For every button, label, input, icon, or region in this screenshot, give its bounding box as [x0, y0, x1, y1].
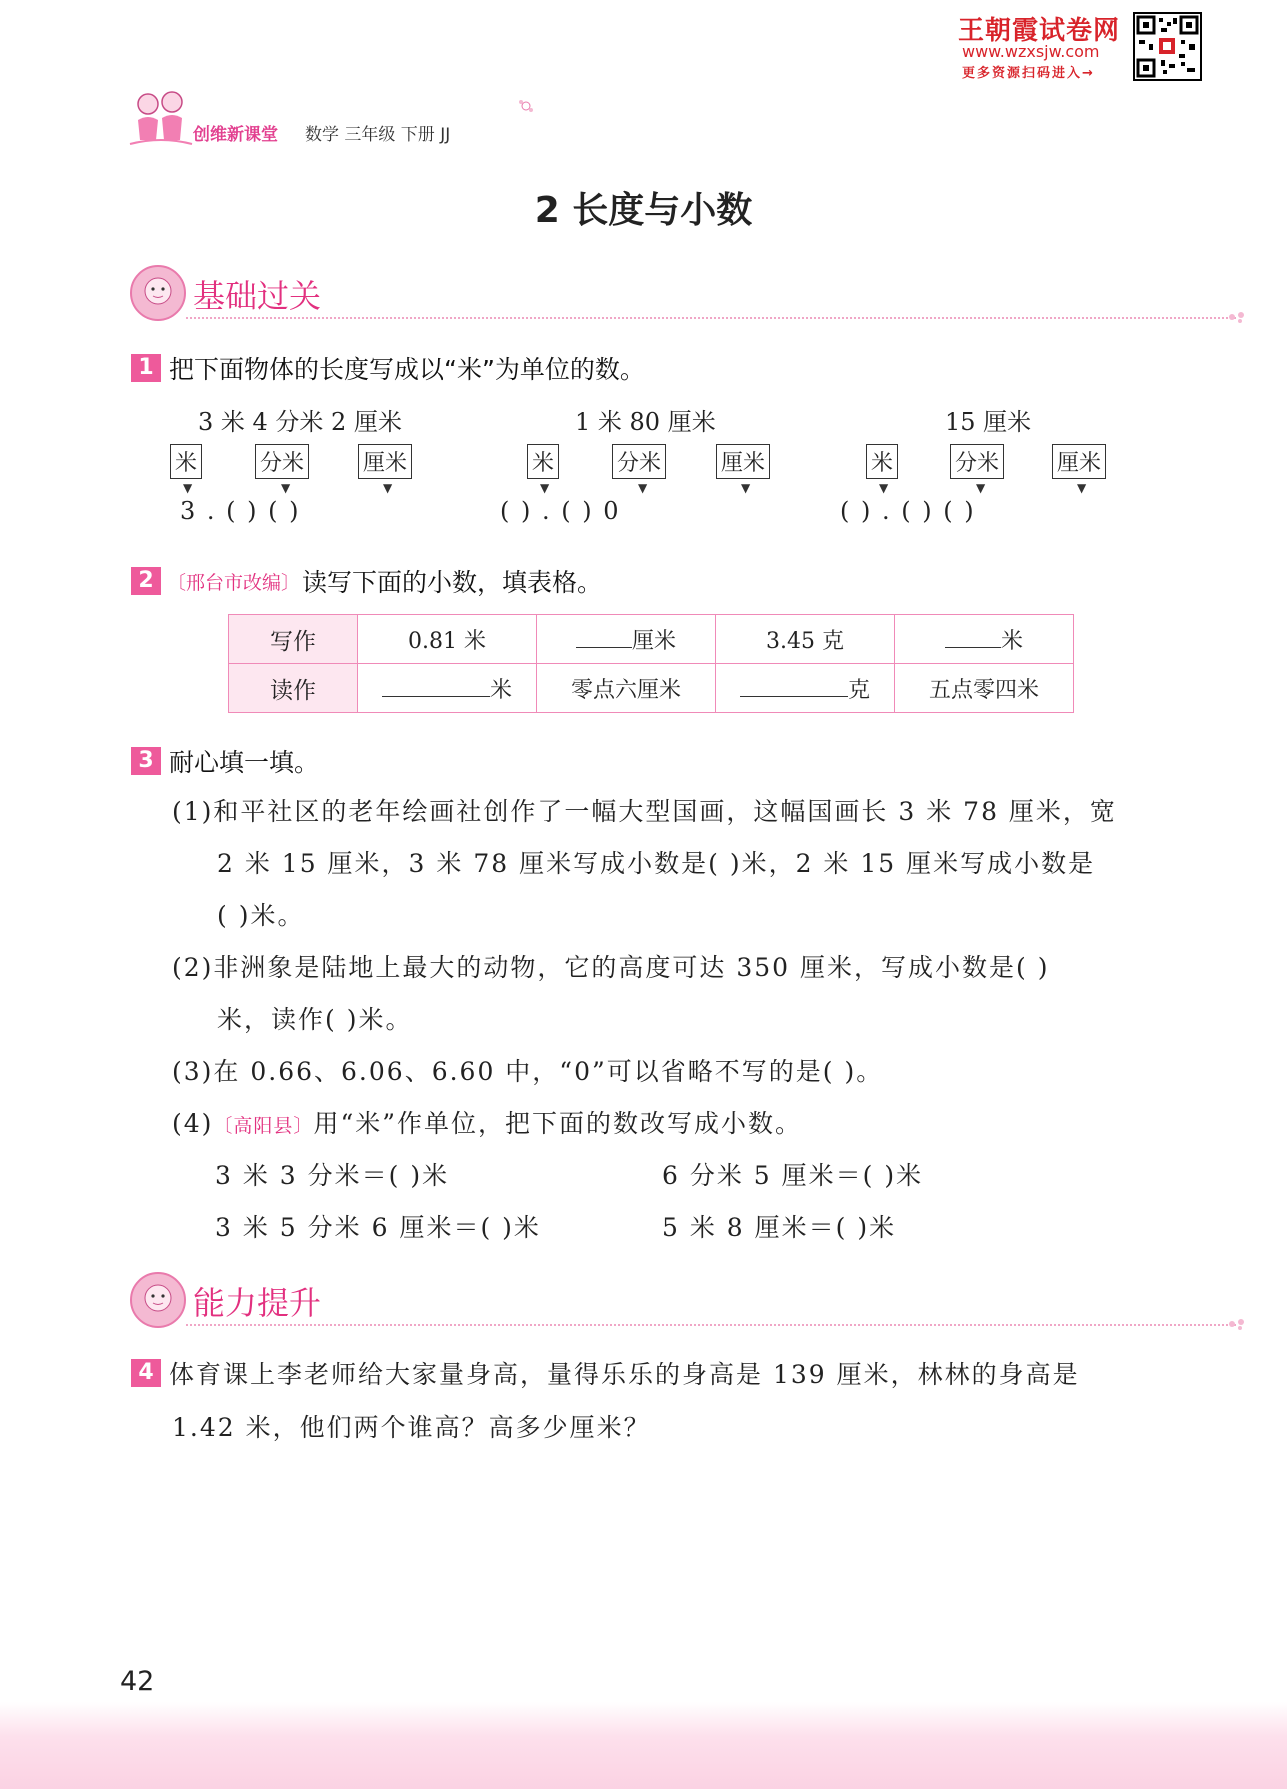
q4-line1: 体育课上李老师给大家量身高，量得乐乐的身高是 139 厘米，林林的身高是: [169, 1360, 1080, 1389]
bottom-decoration-band: [0, 1702, 1287, 1789]
q1-group2-unit-dm: 分米: [612, 444, 666, 479]
table-row: [229, 664, 1074, 713]
q1-group3-measure: 15 厘米: [945, 408, 1032, 436]
q4-heading: [131, 1355, 1080, 1391]
q1-group3-unit-cm: 厘米: [1052, 444, 1106, 479]
answer-blank[interactable]: [576, 647, 632, 648]
page-number: 42: [120, 1666, 155, 1697]
q3-sub4-prefix: (4): [172, 1109, 214, 1138]
section-advanced-dots-icon: [1228, 1316, 1246, 1330]
answer-blank[interactable]: [945, 647, 1001, 648]
q3-sub4-source-tag: 〔高阳县〕: [213, 1115, 314, 1137]
cell-unit: 米: [1000, 628, 1023, 654]
q2-text: 读写下面的小数，填表格。: [302, 568, 603, 597]
q2-source-tag: 〔邢台市改编〕: [167, 571, 301, 594]
section-advanced-title: 能力提升: [193, 1284, 322, 1322]
table-row: [229, 615, 1074, 664]
table-cell-blank[interactable]: [895, 615, 1074, 664]
q3-sub1-line3[interactable]: ( )米。: [217, 901, 305, 930]
series-name: 创维新课堂: [193, 125, 278, 145]
brand-url[interactable]: www.wzxsjw.com: [962, 42, 1100, 61]
arrow-down-icon: ▼: [1077, 481, 1087, 495]
section-basic-title: 基础过关: [193, 277, 322, 315]
table-cell-blank[interactable]: [716, 664, 895, 713]
qr-code-icon[interactable]: [1133, 12, 1202, 81]
table-cell: 3.45 克: [716, 615, 895, 664]
kids-logo-icon: [126, 88, 196, 150]
arrow-down-icon: ▼: [638, 481, 648, 495]
arrow-down-icon: ▼: [976, 481, 986, 495]
q1-group1-unit-dm: 分米: [255, 444, 309, 479]
section-basic-badge-icon: [130, 265, 186, 321]
section-advanced-badge-icon: [130, 1272, 186, 1328]
q1-group2-unit-m: 米: [527, 444, 559, 479]
q2-number: 2: [131, 567, 161, 595]
q3-sub4-text: 用“米”作单位，把下面的数改写成小数。: [313, 1109, 803, 1138]
table-cell: 五点零四米: [895, 664, 1074, 713]
brand-slogan: 更多资源扫码进入→: [962, 66, 1095, 81]
arrow-down-icon: ▼: [183, 481, 193, 495]
q3-text: 耐心填一填。: [169, 748, 320, 777]
row-header-read: 读作: [229, 664, 358, 713]
q1-text: 把下面物体的长度写成以“米”为单位的数。: [169, 355, 645, 384]
brand-title: 王朝霞试卷网: [958, 16, 1121, 46]
page-title: 2 长度与小数: [534, 190, 753, 231]
q3-sub1-line2[interactable]: 2 米 15 厘米，3 米 78 厘米写成小数是( )米，2 米 15 厘米写成小数是: [217, 849, 1096, 878]
conversion-item[interactable]: 5 米 8 厘米＝( )米: [662, 1213, 897, 1242]
section-basic-divider: [186, 317, 1236, 319]
subject-line: 数学 三年级 下册 JJ: [305, 125, 451, 145]
table-cell-blank[interactable]: [358, 664, 537, 713]
q1-heading: [131, 350, 645, 386]
conversion-item[interactable]: 6 分米 5 厘米＝( )米: [662, 1161, 924, 1190]
q3-sub2-line2[interactable]: 米，读作( )米。: [217, 1005, 413, 1034]
row-header-write: 写作: [229, 615, 358, 664]
q3-sub4-line: [172, 1104, 802, 1140]
arrow-down-icon: ▼: [879, 481, 889, 495]
q1-group3-answer[interactable]: ( ) . ( ) ( ): [840, 497, 976, 525]
q1-group2-measure: 1 米 80 厘米: [575, 408, 716, 436]
q3-number: 3: [131, 747, 161, 775]
arrow-down-icon: ▼: [741, 481, 751, 495]
q1-group3-unit-m: 米: [866, 444, 898, 479]
arrow-down-icon: ▼: [540, 481, 550, 495]
q3-heading: [131, 743, 319, 779]
q1-group2-unit-cm: 厘米: [716, 444, 770, 479]
arrow-down-icon: ▼: [383, 481, 393, 495]
cell-unit: 米: [489, 677, 512, 703]
arrow-down-icon: ▼: [281, 481, 291, 495]
q4-line2: 1.42 米，他们两个谁高？高多少厘米？: [172, 1413, 651, 1442]
table-cell: 零点六厘米: [537, 664, 716, 713]
q1-group1-unit-cm: 厘米: [358, 444, 412, 479]
flower-icon: [516, 96, 536, 116]
q1-number: 1: [131, 354, 161, 382]
cell-unit: 克: [847, 677, 870, 703]
table-cell-blank[interactable]: [537, 615, 716, 664]
table-cell: 0.81 米: [358, 615, 537, 664]
section-advanced-divider: [186, 1324, 1236, 1326]
read-write-table: [228, 614, 1074, 713]
q3-sub3[interactable]: (3)在 0.66、6.06、6.60 中，“0”可以省略不写的是( )。: [172, 1057, 884, 1086]
q4-number: 4: [131, 1359, 161, 1387]
q3-sub1-line1: (1)和平社区的老年绘画社创作了一幅大型国画，这幅国画长 3 米 78 厘米，宽: [172, 797, 1117, 826]
conversion-item[interactable]: 3 米 3 分米＝( )米: [215, 1161, 450, 1190]
section-basic-dots-icon: [1228, 309, 1246, 323]
q3-sub2-line1[interactable]: (2)非洲象是陆地上最大的动物，它的高度可达 350 厘米，写成小数是( ): [172, 953, 1050, 982]
q1-group2-answer[interactable]: ( ) . ( ) 0: [500, 497, 621, 525]
conversion-item[interactable]: 3 米 5 分米 6 厘米＝( )米: [215, 1213, 541, 1242]
q1-group1-answer[interactable]: 3 . ( ) ( ): [180, 497, 301, 525]
answer-blank[interactable]: [740, 696, 848, 697]
answer-blank[interactable]: [382, 696, 490, 697]
q1-group1-unit-m: 米: [170, 444, 202, 479]
cell-unit: 厘米: [631, 628, 676, 654]
q1-group1-measure: 3 米 4 分米 2 厘米: [198, 408, 402, 436]
q2-heading: [131, 563, 602, 599]
q1-group3-unit-dm: 分米: [950, 444, 1004, 479]
